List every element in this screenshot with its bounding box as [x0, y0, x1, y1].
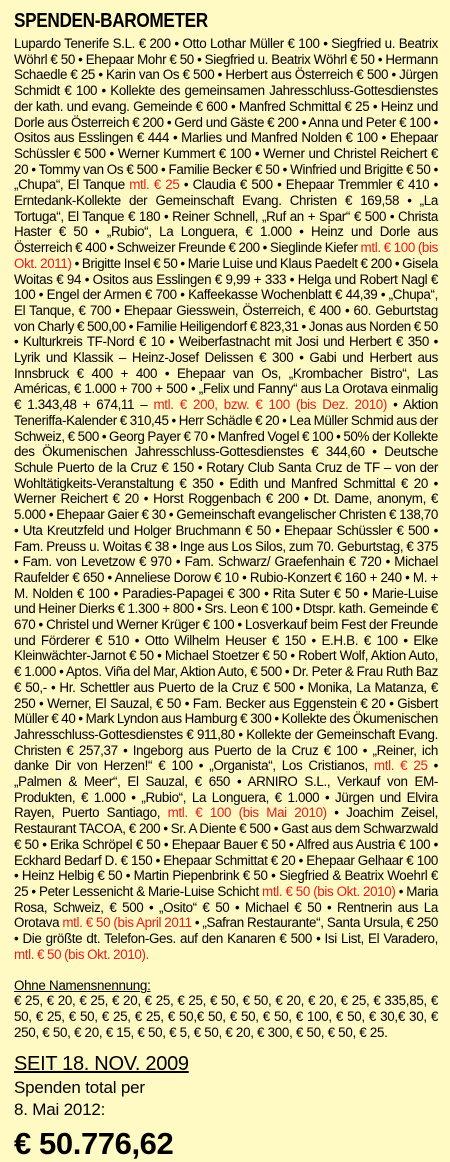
donor-entries: • Claudia € 500 • Ehepaar Tremmler € 410 • Erntedank-Kollekte der Gemeinschaft Evang. Christen € 169,58 • „La Tortuga“, El Tanque € 180 • Reiner Schnell, „Ruf an + Spar“ € 500 • Christa Haster € 50 • „Rubio“, La Longuera, € 1.000 • Heinz und Dorle aus Österreich € 400 • Schweizer Freunde € 200 • Sieglinde Kiefer — [14, 177, 438, 256]
donor-entries: • Aktion Teneriffa-Kalender € 310,45 • Herr Schädle € 20 • Lea Müller Schmid aus der Schweiz, € 500 • Georg Payer € 70 • Manfred Vogel € 100 • 50% der Kollekte des Ökumenischen Jahresschluss-Gottesdienstes € 344,60 • Deutsche Schule Puerto de la Cruz € 150 • Rotary Club Santa Cruz de TF – von der Wohltätigkeits-Veranstaltung € 350 • Edith und Manfred Schmittal € 20 • Werner Reichert € 20 • Horst Roggenbach € 200 • Dt. Dame, anonym, € 5.000 • Ehepaar Gaier € 30 • Gemeinschaft evangelischer Christen € 138,70 • Uta Kreutzfeld und Holger Bruchmann € 50 • Ehepaar Schüssler € 500 • Fam. Preuss u. Woitas € 38 • Inge aus Los Silos, zum 70. Geburtstag, € 375 • Fam. von Levetzow € 970 • Fam. Schwarz/ Graefenhain € 720 • Michael Raufelder € 650 • Anneliese Dorow € 10 • Rubio-Konzert € 160 + 240 • M. + M. Nolden € 100 • Paradies-Papagei € 300 • Rita Suter € 50 • Marie-Luise und Heiner Dierks € 1.300 + 800 • Srs. Leon € 100 • Dtspr. kath. Gemeinde € 670 • Christel und Werner Krüger € 100 • Losverkauf beim Fest der Freunde und Förderer € 510 • Otto Wilhelm Heuser € 150 • E.H.B. € 100 • Elke Kleinwächter-Jarnot € 50 • Michael Stoetzer € 50 • Robert Wolf, Aktion Auto, € 1.000 • Aptos. Viña del Mar, Aktion Auto, € 500 • Dr. Peter & Frau Ruth Baz € 50,- • Hr. Schettler aus Puerto de la Cruz € 500 • Monika, La Matanza, € 250 • Werner, El Sauzal, € 50 • Fam. Becker aus Eggenstein € 20 • Gisbert Müller € 40 • Mark Lyndon aus Hamburg € 300 • Kollekte des Ökumenischen Jahresschluss-Gottesdienstes € 911,80 • Kollekte der Gemeinschaft Evang. Christen € 257,37 • Ingeborg aus Puerto de la Cruz € 100 • „Reiner, ich danke Dir von Herzen!“ € 100 • „Organista“, Los Cristianos, — [14, 397, 438, 774]
monthly-donation-note: mtl. € 200, bzw. € 100 (bis Dez. 2010) — [153, 397, 388, 413]
monthly-donation-note: mtl. € 50 (bis Okt. 2010). — [14, 946, 150, 962]
anonymous-heading: Ohne Namensnennung: — [14, 978, 151, 994]
monthly-donation-note: mtl. € 100 (bis Mai 2010) — [167, 805, 327, 821]
donor-entries: Lupardo Tenerife S.L. € 200 • Otto Lothar Müller € 100 • Siegfried u. Beatrix Wöhrl € 50 • Ehepaar Mohr € 50 • Siegfried u. Beatrix Wöhrl € 50 • Hermann Schaedle € 25 • Karin van Os € 500 • Herbert aus Österreich € 500 • Jürgen Schmidt € 100 • Kollekte des gemeinsamen Jahresschluss-Gottesdienstes der kath. und evang. Gemeinde € 600 • Manfred Schmittal € 25 • Heinz und Dorle aus Österreich € 200 • Gerd und Gäste € 200 • Anna und Peter € 100 • Ositos aus Esslingen € 444 • Marlies und Manfred Nolden € 100 • Ehepaar Schüssler € 500 • Werner Kummert € 100 • Werner und Christel Reichert € 20 • Tommy van Os € 500 • Familie Becker € 50 • Winfried und Brigitte € 50 • „Chupa“, El Tanque — [14, 36, 438, 193]
since-date: SEIT 18. NOV. 2009 — [14, 1052, 189, 1075]
monthly-donation-note: mtl. € 25 — [373, 758, 428, 774]
donor-entries: • „Safran Restaurante“, Santa Ursula, € 250 • Die größte dt. Telefon-Ges. auf den Kanaren € 500 • Isi List, El Varadero, — [14, 915, 438, 947]
anonymous-donations: € 25, € 20, € 25, € 20, € 25, € 25, € 50, € 50, € 20, € 20, € 25, € 335,85, € 50, € 25, € 50, € 25, € 25, € 50,€ 50, € 50, € 50, € 100, € 50, € 30,€ 30, € 250, € 50, € 20, € 15, € 50, € 5, € 50, € 20, € 300, € 50, € 50, € 25. — [14, 993, 438, 1040]
monthly-donation-note: mtl. € 25 — [129, 177, 180, 193]
total-label-line2: 8. Mai 2012: — [14, 1099, 106, 1119]
total-label-line1: Spenden total per — [14, 1077, 145, 1097]
monthly-donation-note: mtl. € 50 (bis April 2011 — [62, 915, 192, 931]
donor-entries: • Joachim Zeisel, Restaurant TACOA, € 200 • Sr. A Diente € 500 • Gast aus dem Schwarzwald € 50 • Erika Schröpel € 50 • Ehepaar Bauer € 50 • Alfred aus Austria € 100 • Eckhard Bedarf D. € 150 • Ehepaar Schmittat € 20 • Ehepaar Gelhaar € 100 • Heinz Helbig € 50 • Martin Piepenbrink € 50 • Siegfried & Beatrix Woehrl € 25 • Peter Lessenicht & Marie-Luise Schicht — [14, 805, 438, 899]
donor-entries: • „Palmen & Meer“, El Sauzal, € 650 • ARNIRO S.L., Verkauf von EM-Produkten, € 1.000 • „Rubio“, La Longuera, € 1.000 • Jürgen und Elvira Rayen, Puerto Santiago, — [14, 758, 438, 821]
monthly-donation-note: mtl. € 50 (bis Okt. 2010) — [262, 883, 396, 899]
donor-entries: • Maria Rosa, Schweiz, € 500 • „Osito“ € 50 • Michael € 50 • Rentnerin aus La Orotava — [14, 883, 439, 931]
monthly-donation-note: mtl. € 100 (bis Okt. 2011) — [14, 240, 438, 271]
donor-entries: • Brigitte Insel € 50 • Marie Luise und Klaus Paedelt € 200 • Gisela Woitas € 94 • Ositos aus Esslingen € 9,99 + 333 • Helga und Robert Nagl € 100 • Engel der Armen € 700 • Kaffeekasse Wochenblatt € 44,39 • „Chupa“, El Tanque, € 700 • Ehepaar Giesswein, Österreich, € 400 • 60. Geburtstag von Charly € 500,00 • Familie Heiligendorf € 823,31 • Jonas aus Norden € 50 • Kulturkreis TF-Nord € 10 • Weiberfastnacht mit Josi und Herbert € 350 • Lyrik und Klassik – Heinz-Josef Delissen € 300 • Gabi und Herbert aus Innsbruck € 400 + 400 • Ehepaar van Os, „Krombacher Bistro“, Las Américas, € 1.000 + 700 + 500 • „Felix und Fanny“ aus La Orotava einmalig € 1.343,48 + 674,11 – — [14, 255, 438, 413]
page-title: SPENDEN-BAROMETER — [14, 10, 208, 32]
donor-list — [14, 36, 438, 962]
total-amount: € 50.776,62 — [14, 1125, 174, 1161]
